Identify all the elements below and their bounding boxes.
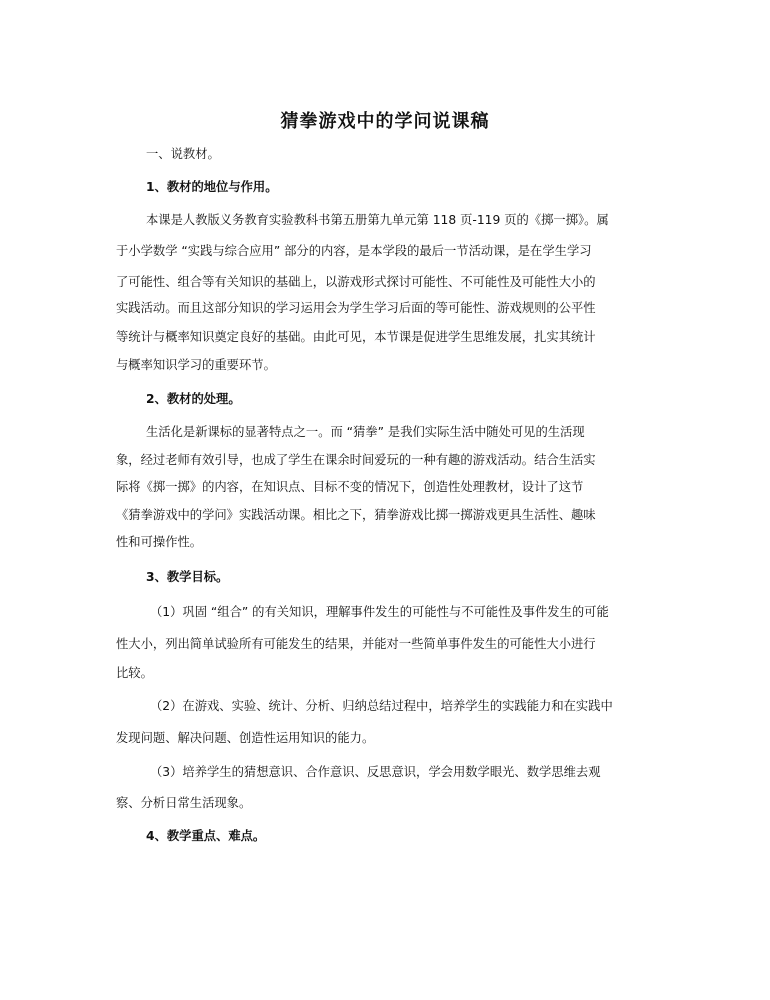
paragraph-line: 察、分析日常生活现象。: [116, 796, 252, 810]
paragraph-line: 性大小，列出简单试验所有可能发生的结果，并能对一些简单事件发生的可能性大小进行: [116, 637, 596, 651]
paragraph-line: （3）培养学生的猜想意识、合作意识、反思意识，学会用数学眼光、数学思维去观: [150, 765, 601, 779]
paragraph-line: 了可能性、组合等有关知识的基础上，以游戏形式探讨可能性、不可能性及可能性大小的: [116, 275, 596, 289]
subsection-heading: 1、教材的地位与作用。: [146, 180, 278, 194]
section-heading: 一、说教材。: [146, 147, 220, 161]
paragraph-line: （1）巩固 “组合” 的有关知识，理解事件发生的可能性与不可能性及事件发生的可能: [150, 605, 609, 619]
paragraph-line: 生活化是新课标的显著特点之一。而 “猜拳” 是我们实际生活中随处可见的生活现: [146, 425, 585, 439]
paragraph-line: 等统计与概率知识奠定良好的基础。由此可见，本节课是促进学生思维发展，扎实其统计: [116, 330, 596, 344]
document-title: 猜拳游戏中的学问说课稿: [280, 111, 490, 132]
subsection-heading: 4、教学重点、难点。: [146, 829, 266, 843]
paragraph-line: 与概率知识学习的重要环节。: [116, 358, 276, 372]
paragraph-line: （2）在游戏、实验、统计、分析、归纳总结过程中，培养学生的实践能力和在实践中: [150, 699, 613, 713]
paragraph-line: 象，经过老师有效引导，也成了学生在课余时间爱玩的一种有趣的游戏活动。结合生活实: [116, 453, 596, 467]
paragraph-line: 发现问题、解决问题、创造性运用知识的能力。: [116, 731, 375, 745]
paragraph-line: 实践活动。而且这部分知识的学习运用会为学生学习后面的等可能性、游戏规则的公平性: [116, 301, 596, 315]
paragraph-line: 《猜拳游戏中的学问》实践活动课。相比之下，猜拳游戏比掷一掷游戏更具生活性、趣味: [116, 508, 596, 522]
paragraph-line: 性和可操作性。: [116, 535, 203, 549]
subsection-heading: 3、教学目标。: [146, 570, 229, 584]
paragraph-line: 际将《掷一掷》的内容，在知识点、目标不变的情况下，创造性处理教材，设计了这节: [116, 480, 584, 494]
paragraph-line: 比较。: [116, 666, 153, 680]
paragraph-line: 于小学数学 “实践与综合应用” 部分的内容，是本学段的最后一节活动课，是在学生学习: [116, 244, 592, 258]
paragraph-line: 本课是人教版义务教育实验教科书第五册第九单元第 118 页-119 页的《掷一掷》。属: [146, 213, 609, 227]
subsection-heading: 2、教材的处理。: [146, 392, 241, 406]
